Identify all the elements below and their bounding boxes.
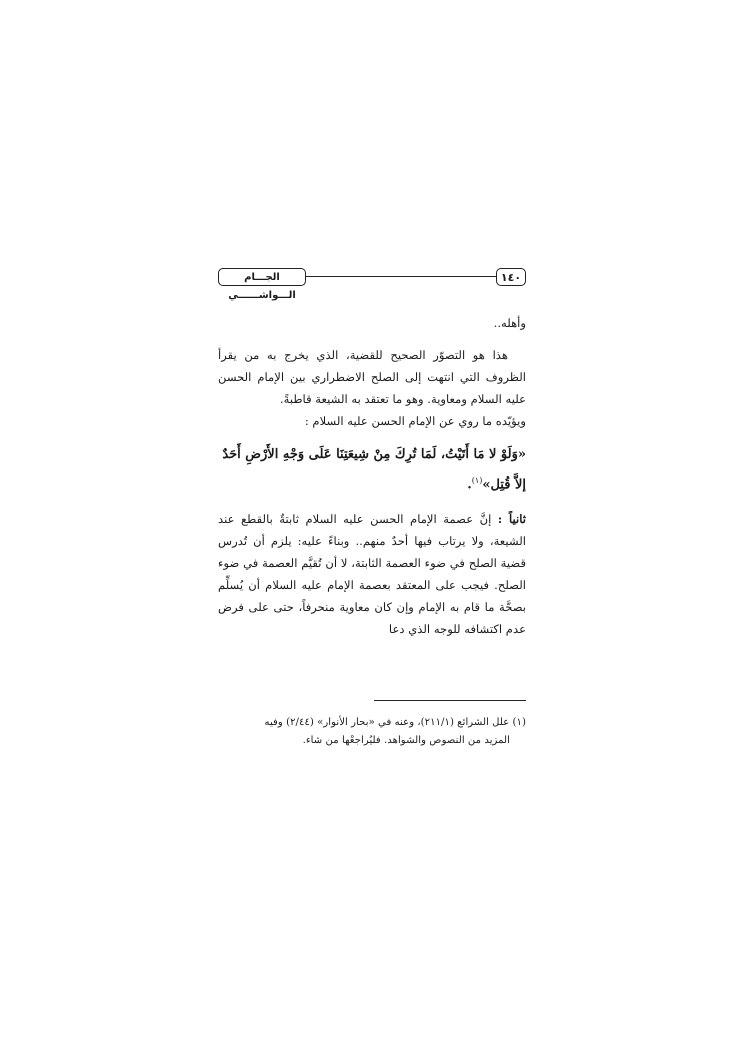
header-rule [306,276,496,277]
book-page [218,268,526,788]
footnotes [218,714,526,750]
opening-line: وأهله.. [493,316,526,330]
footnote-ref: (١) [471,476,483,485]
paragraph-3-text: إنَّ عصمة الإمام الحسن عليه السلام ثابتةٌ بالقطع عند الشيعة، ولا يرتاب فيها أحدٌ منهم.. وبناءً عليه: يلزم أن تُدرس قضية الصلح في ضوء العصمة الثابتة، لا أن تُقيَّم العصمة في ضوء الصلح. فيجب على المعتقد بعصمة الإمام عليه السلام أن يُسلِّم بصحَّة ما قام به الإمام وإن كان معاوية منحرفاً، حتى على فرض عدم اكتشافه للوجه الذي دعا [218,512,526,637]
footnote-rule [374,700,526,701]
paragraph-1: هذا هو التصوّر الصحيح للقضية، الذي يخرج به من يقرأ الظروف التي انتهت إلى الصلح الاضطراري بين الإمام الحسن عليه السلام ومعاوية. وهو ما تعتقد به الشيعة قاطبةً. [218,348,526,406]
paragraph-3-lead: ثانياً : [497,512,526,527]
page-body [218,312,526,640]
footnote-1-line-2: المزيد من النصوص والشواهد. فليُراجعْها من شاء. [302,735,510,746]
running-title: الجـــام الـــواشــــــي [218,268,306,286]
quote-text: «وَلَوْ لا مَا أَتَيْتُ، لَمَا تُرِكَ مِنْ شِيعَتِنَا عَلَى وَجْهِ الأَرْضِ أَحَدٌ إلاَّ قُتِل» [222,447,526,493]
quote-end: . [467,477,472,493]
paragraph-3 [218,508,526,640]
footnote-1-line-1: (١) علل الشرائع (٢١١/١)، وعنه في «بحار الأنوار» (٢/٤٤) وفيه [264,717,526,728]
page-number: ١٤٠ [496,268,526,286]
paragraph-2: ويؤيّده ما روي عن الإمام الحسن عليه السلام : [304,414,526,428]
page-header [218,268,526,301]
hadith-quote [218,442,526,498]
